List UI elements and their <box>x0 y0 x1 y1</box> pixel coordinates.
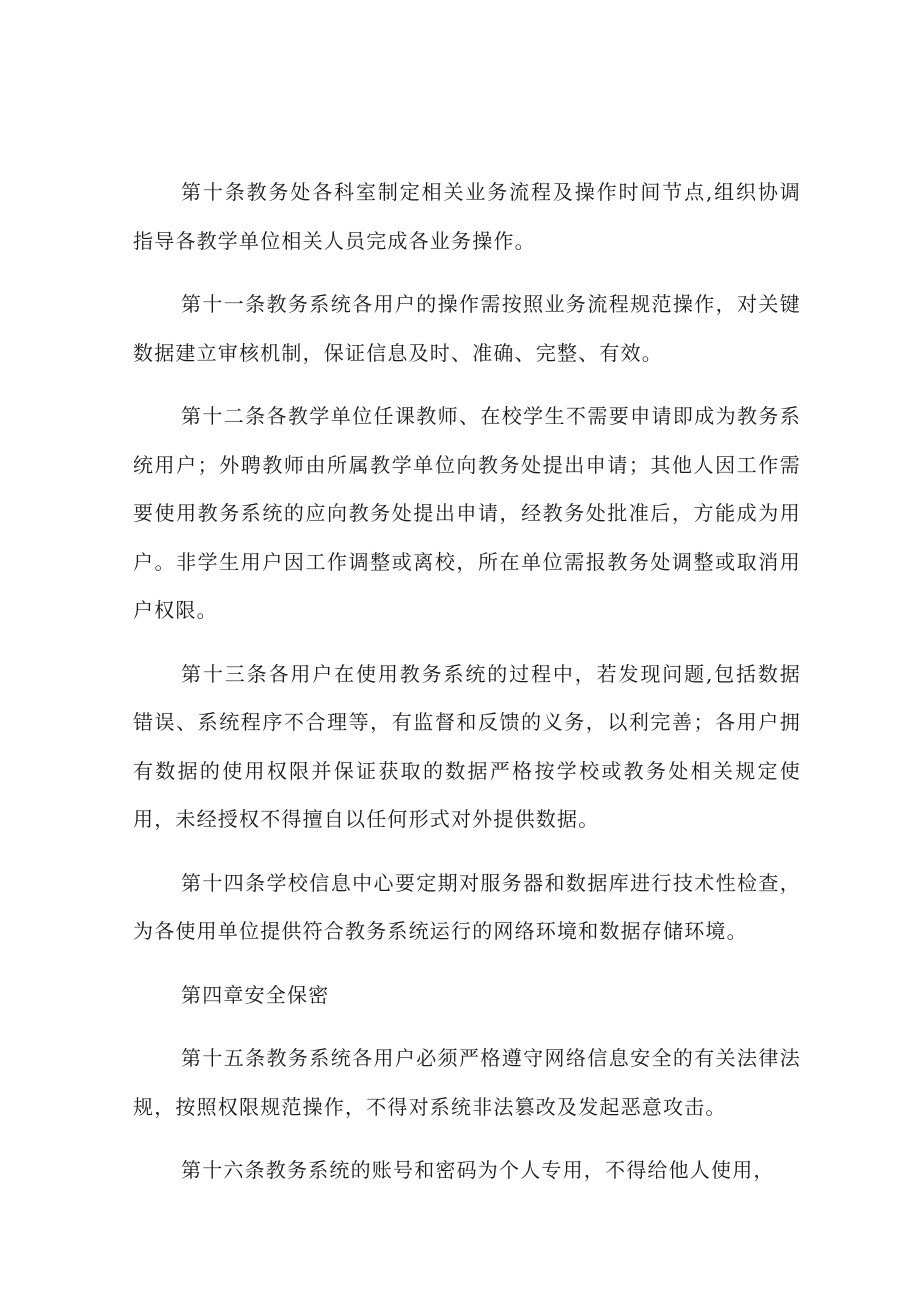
article-14-paragraph: 第十四条学校信息中心要定期对服务器和数据库进行技术性检查，为各使用单位提供符合教务系统运行的网络环境和数据存储环境。 <box>133 870 801 943</box>
article-16-paragraph: 第十六条教务系统的账号和密码为个人专用，不得给他人使用， <box>181 1158 775 1182</box>
document-body <box>133 168 801 1210</box>
chapter-heading: 第四章安全保密 <box>181 982 330 1007</box>
article-11-paragraph: 第十一条教务系统各用户的操作需按照业务流程规范操作，对关键数据建立审核机制，保证信息及时、准确、完整、有效。 <box>133 292 801 365</box>
article-10-paragraph: 第十条教务处各科室制定相关业务流程及操作时间节点,组织协调指导各教学单位相关人员完成各业务操作。 <box>133 180 801 253</box>
article-15-paragraph: 第十五条教务系统各用户必须严格遵守网络信息安全的有关法律法规，按照权限规范操作，不得对系统非法篡改及发起恶意攻击。 <box>133 1046 801 1119</box>
article-13-paragraph: 第十三条各用户在使用教务系统的过程中，若发现问题,包括数据错误、系统程序不合理等，有监督和反馈的义务，以利完善；各用户拥有数据的使用权限并保证获取的数据严格按学校或教务处相关规定使用，未经授权不得擅自以任何形式对外提供数据。 <box>133 661 801 831</box>
article-12-paragraph: 第十二条各教学单位任课教师、在校学生不需要申请即成为教务系统用户；外聘教师由所属教学单位向教务处提出申请；其他人因工作需要使用教务系统的应向教务处提出申请，经教务处批准后，方能成为用户。非学生用户因工作调整或离校，所在单位需报教务处调整或取消用户权限。 <box>133 404 801 622</box>
